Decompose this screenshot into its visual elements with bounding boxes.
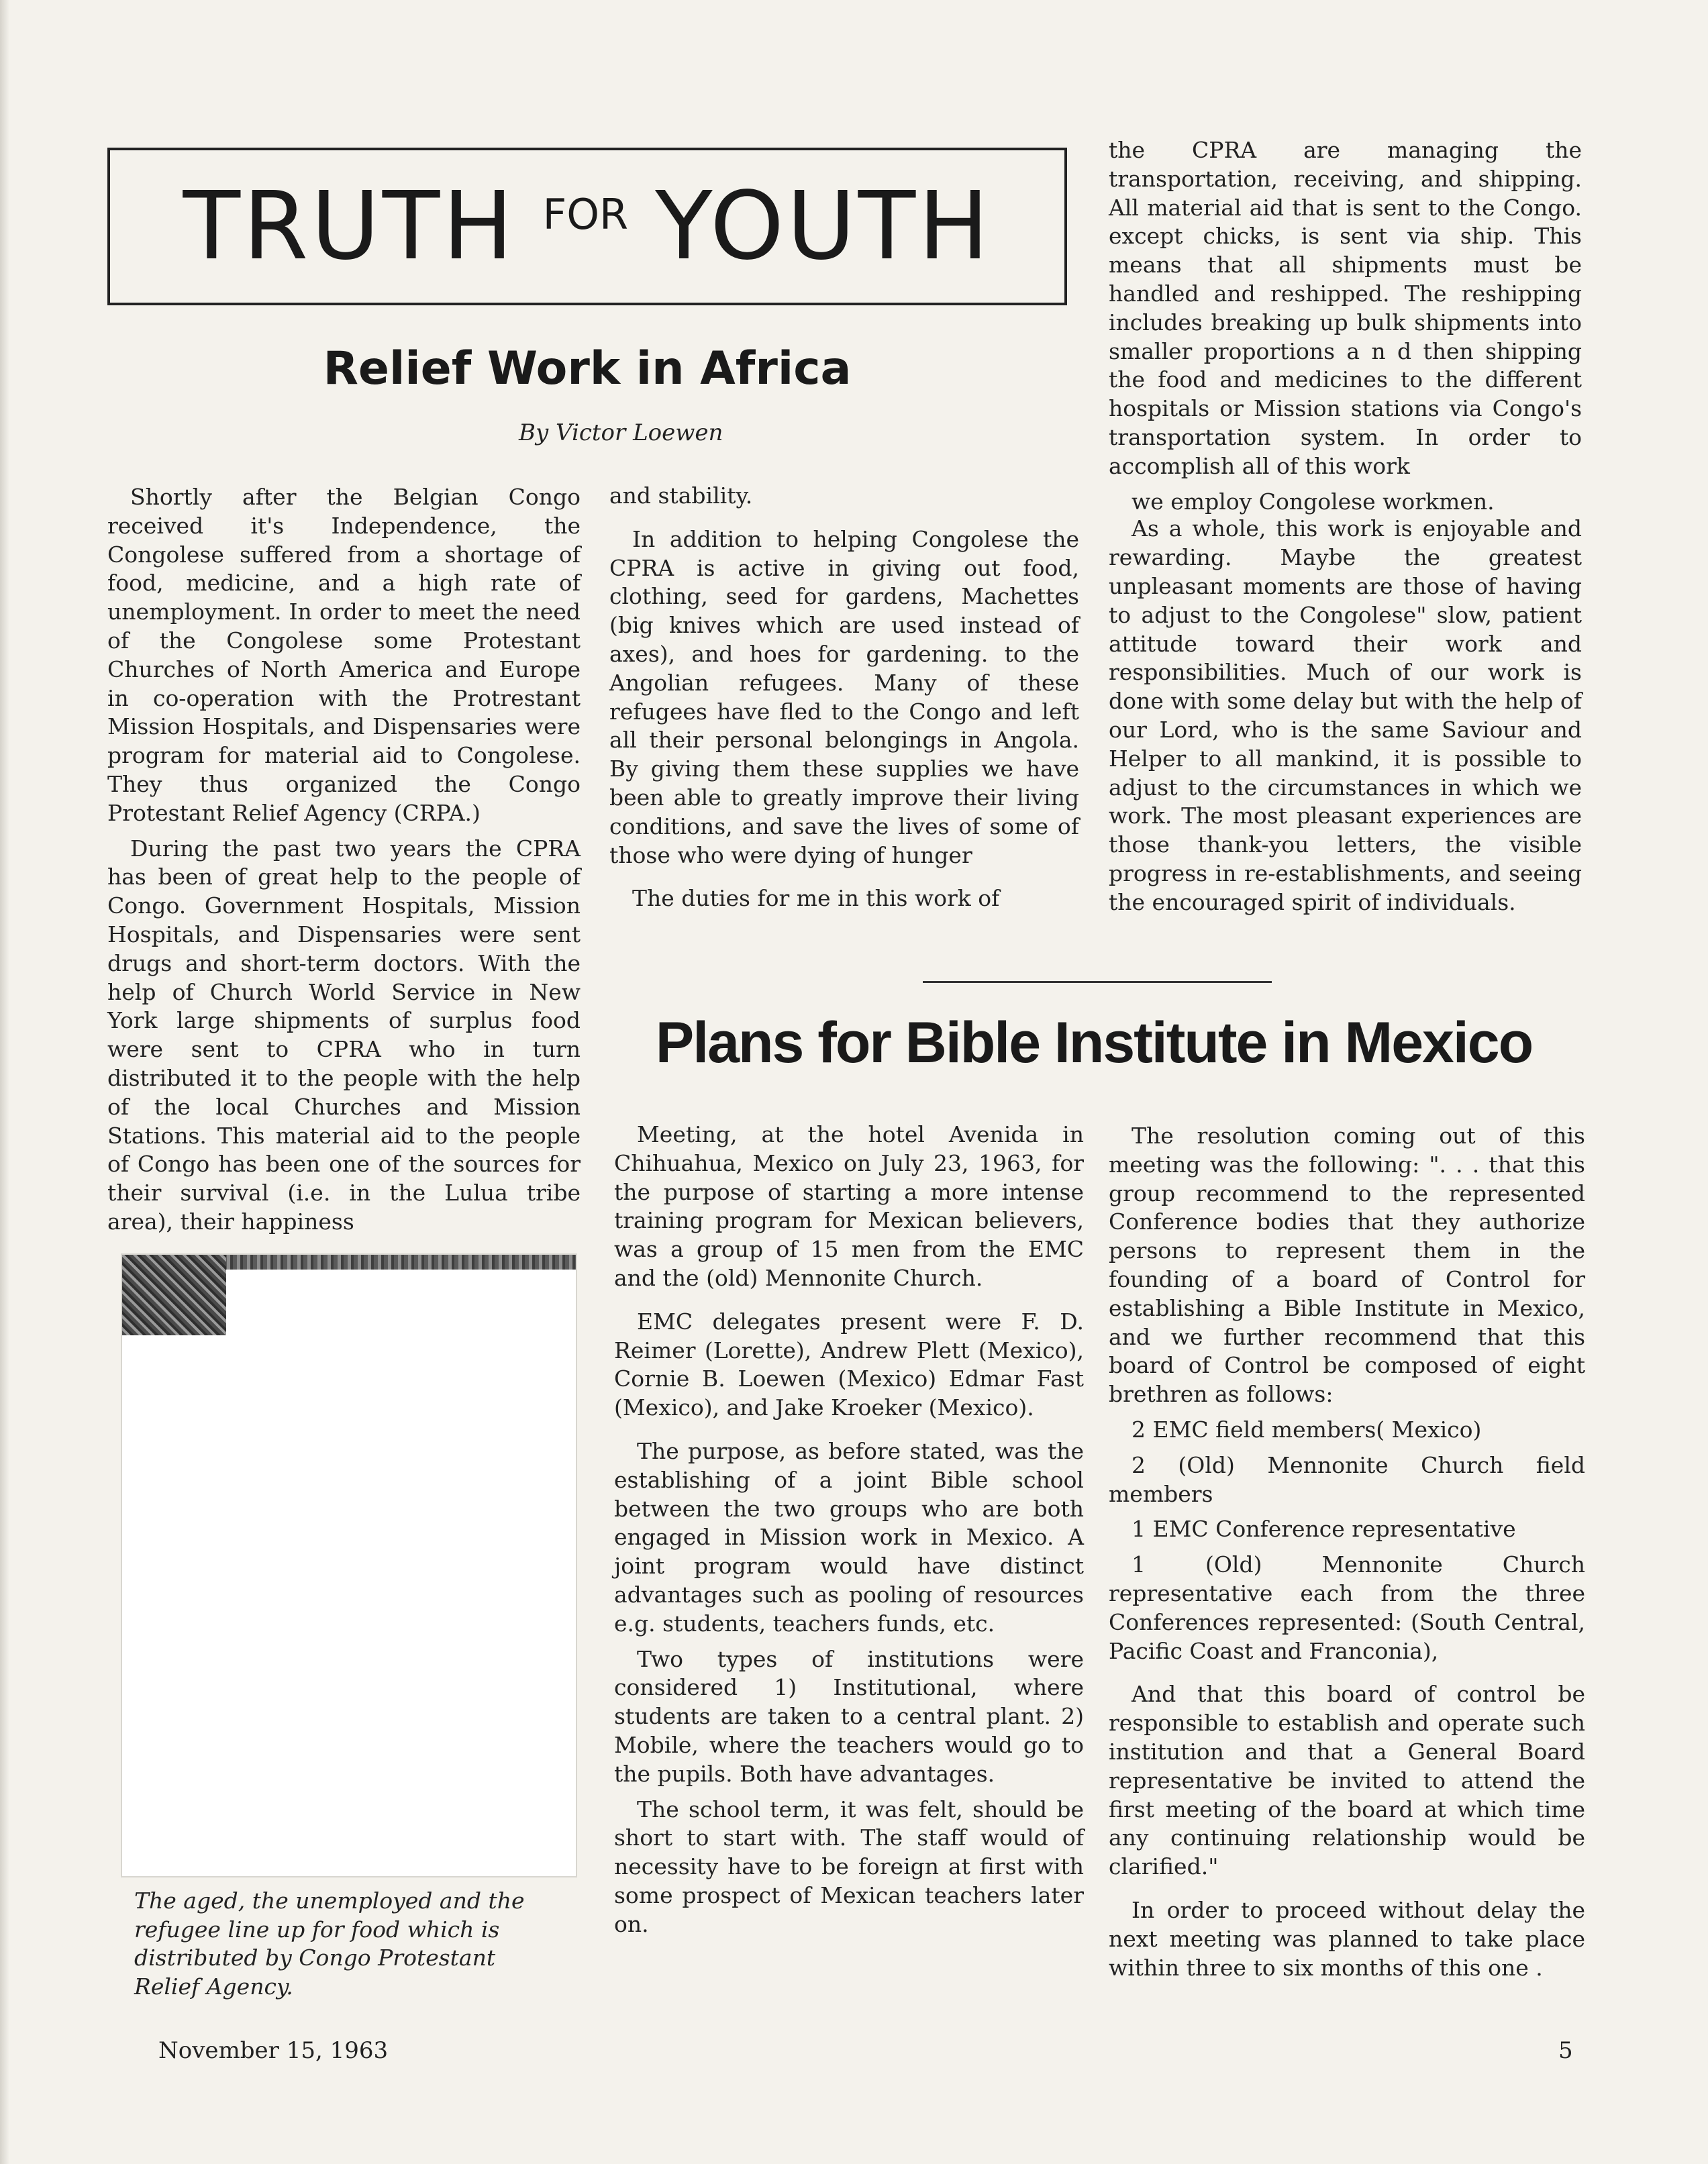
paragraph: In addition to helping Congolese the CPRA is active in giving out food, clothing, seed for gardens, Machettes (big knives which are used instead of axes), and hoes for gardening. to the Angolian refugees. Many of these refugees have fled to the Congo and left all their personal belongings in Angola. By giving them these supplies we have been able to greatly improve their living conditions, and save the lives of some of those who were dying of hunger [609,525,1079,868]
paragraph: and stability. [609,482,753,509]
header-youth: YOUTH [655,172,992,281]
paragraph: The duties for me in this work of [632,885,1000,912]
paragraph: EMC delegates present were F. D. Reimer (Lorette), Andrew Plett (Mexico), Cornie B. Loewen (Mexico) Edmar Fast (Mexico), and Jake Kroeker (Mexico). [614,1308,1084,1421]
section-divider [923,981,1272,983]
paragraph: The school term, it was felt, should be short to start with. The staff would of necessity have to be foreign at first with some prospect of Mexican teachers later on. [614,1796,1084,1937]
article1-title: Relief Work in Africa [323,342,852,395]
article2-title: Plans for Bible Institute in Mexico [655,1011,1533,1075]
list-item: 2 EMC field members( Mexico) [1132,1416,1482,1443]
list-item: 1 EMC Conference representative [1132,1516,1516,1543]
article1-column-2 [609,482,1079,920]
list-item: 2 (Old) Mennonite Church field members [1109,1451,1585,1507]
food-line-photo [121,1253,577,1877]
article1-byline: By Victor Loewen [519,419,723,446]
paragraph: The resolution coming out of this meeting was the following: ". . . that this group recommend to the represented Conference bodies that they authorize persons to represent them in the founding of a board of Control for establishing a Bible Institute in Mexico, and we further recommend that this board of Control be composed of eight brethren as follows: [1109,1123,1585,1408]
section-header-box [107,148,1067,305]
article2-column-1 [614,1121,1084,1946]
photo-texture-corner [122,1255,226,1335]
paragraph: Two types of institutions were considered 1) Institutional, where students are taken to a central plant. 2) Mobile, where the teachers would go to the pupils. Both have advantages. [614,1645,1084,1787]
photo-caption: The aged, the unemployed and the refugee line up for food which is distributed by Congo Protestant Relief Agency. [134,1888,525,2000]
paragraph: The purpose, as before stated, was the establishing of a joint Bible school between the two groups who are both engaged in Mission work in Mexico. A joint program would have distinct advantages such as pooling of resources e.g. students, teachers funds, etc. [614,1437,1084,1637]
header-for: FOR [542,190,629,239]
article2-column-2 [1109,1122,1585,1989]
paragraph: As a whole, this work is enjoyable and rewarding. Maybe the greatest unpleasant moments are those of having to adjust to the Congolese" slow, patient attitude toward their work and responsibilities. Much of our work is done with some delay but with the help of our Lord, who is the same Saviour and Helper to all mankind, it is possible to adjust to the circumstances in which we work. The most pleasant experiences are those thank-you letters, the visible progress in re-establishments, and seeing the encouraged spirit of individuals. [1109,515,1582,915]
page-edge-shadow [0,0,9,2164]
header-truth: TRUTH [183,172,516,281]
paragraph: Meeting, at the hotel Avenida in Chihuahua, Mexico on July 23, 1963, for the purpose of starting a more intense training program for Mexican believers, was a group of 15 men from the EMC and the (old) Mennonite Church. [614,1121,1084,1291]
paragraph: During the past two years the CPRA has been of great help to the people of Congo. Government Hospitals, Mission Hospitals, and Dispensaries were sent drugs and short-term doctors. With the help of Church World Service in New York large shipments of surplus food were sent to CPRA who in turn distributed it to the people with the help of the local Churches and Mission Stations. This material aid to the people of Congo has been one of the sources for their survival (i.e. in the Lulua tribe area), their happiness [107,835,581,1235]
article1-column-1 [107,483,581,1243]
issue-date: November 15, 1963 [158,2037,389,2064]
page-number: 5 [1558,2037,1573,2064]
paragraph: the CPRA are managing the transportation, receiving, and shipping. All material aid that is sent to the Congo. except chicks, is sent via ship. This means that all shipments must be handled and reshipped. The reshipping includes breaking up bulk shipments into smaller proportions a n d then shipping the food and medicines to the different hospitals or Mission stations via Congo's transportation system. In order to accomplish all of this work [1109,137,1582,479]
paragraph: Shortly after the Belgian Congo received it's Independence, the Congolese suffered from a shortage of food, medicine, and a high rate of unemployment. In order to meet the need of the Congolese some Protestant Churches of North America and Europe in co-operation with the Protrestant Mission Hospitals, and Dispensaries were program for material aid to Congolese. They thus organized the Congo Protestant Relief Agency (CRPA.) [107,484,581,826]
list-item: 1 (Old) Mennonite Church representative each from the three Conferences represented: (South Central, Pacific Coast and Franconia), [1109,1551,1585,1664]
article1-column-3 [1109,136,1582,924]
paragraph: we employ Congolese workmen. [1132,488,1495,515]
paragraph: And that this board of control be responsible to establish and operate such institution and that a General Board representative be invited to attend the first meeting of the board at which time any continuing relationship would be clarified." [1109,1681,1585,1880]
paragraph: In order to proceed without delay the next meeting was planned to take place within three to six months of this one . [1109,1896,1585,1981]
